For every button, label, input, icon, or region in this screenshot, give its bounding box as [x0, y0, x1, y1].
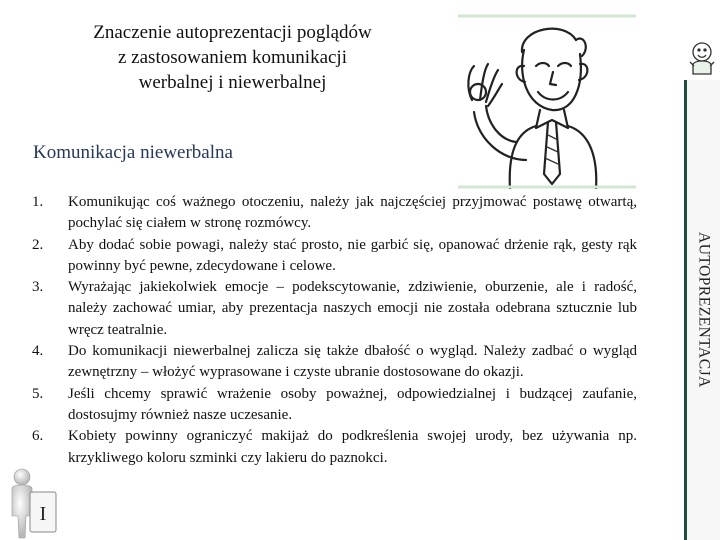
businessman-ok-gesture-icon — [452, 14, 638, 189]
title-line-1: Znaczenie autoprezentacji poglądów — [93, 22, 372, 43]
item-text: Do komunikacji niewerbalnej zalicza się także dbałość o wygląd. Należy zadbać o wygląd zewnętrzny – włożyć wyprasowane i czyste ubranie dostosowane do okazji. — [68, 343, 637, 381]
list-item — [30, 341, 637, 384]
item-text: Aby dodać sobie powagi, należy stać prosto, nie garbić się, opanować drżenie rąk, gesty rąk powinny być pewne, zdecydowane i celowe. — [68, 236, 637, 274]
item-number: 5. — [32, 385, 44, 402]
list-item — [30, 426, 637, 469]
tips-list — [30, 192, 637, 469]
item-text: Jeśli chcemy sprawić wrażenie osoby poważnej, odpowiedzialnej i budzącej zaufanie, dostosujmy również nasze uczesanie. — [68, 385, 637, 423]
list-item — [30, 235, 637, 278]
section-subtitle: Komunikacja niewerbalna — [33, 142, 233, 163]
figure-sign-text: I — [39, 503, 47, 525]
item-text: Wyrażając jakiekolwiek emocje – podekscytowanie, zdziwienie, oburzenie, ale i radość, należy zachować umiar, aby prezentacja naszych emocji nie została odebrana sztucznie lub wręcz teatralnie. — [68, 279, 637, 338]
item-number: 4. — [32, 343, 44, 360]
item-number: 1. — [32, 194, 44, 210]
title-line-3: werbalnej i niewerbalnej — [138, 72, 327, 93]
list-item — [30, 384, 637, 427]
item-number: 2. — [32, 236, 44, 253]
smiling-figure-icon — [684, 38, 720, 78]
item-number: 3. — [32, 279, 44, 296]
item-text: Komunikując coś ważnego otoczeniu, należy jak najczęściej przyjmować postawę otwartą, pochylać się ciałem w stronę rozmówcy. — [68, 194, 637, 232]
figure-with-sign-icon — [8, 468, 68, 540]
title-line-2: z zastosowaniem komunikacji — [118, 47, 347, 68]
sidebar — [684, 80, 720, 540]
list-item — [30, 277, 637, 341]
list-item — [30, 192, 637, 235]
slide-title — [40, 20, 425, 95]
item-number: 6. — [32, 428, 44, 445]
sidebar-label: AUTOPREZENTACJA — [695, 232, 713, 388]
item-text: Kobiety powinny ograniczyć makijaż do podkreślenia swojej urody, bez używania np. krzykliwego koloru szminki czy lakieru do paznokci. — [68, 428, 637, 466]
